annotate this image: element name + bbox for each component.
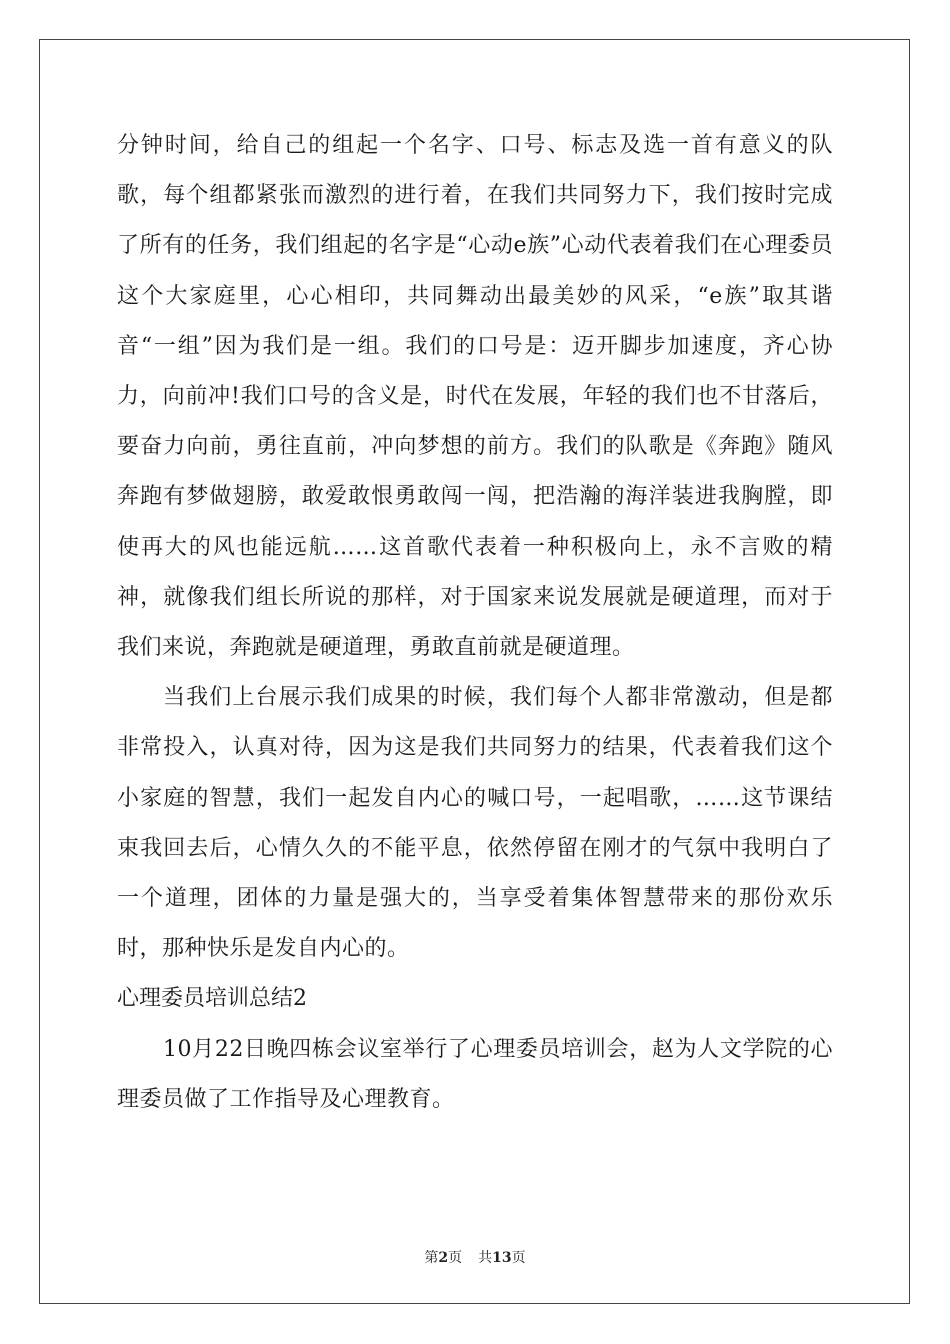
page-footer — [0, 1247, 950, 1267]
total-prefix: 共 — [478, 1250, 493, 1266]
body-paragraph-1: 分钟时间，给自己的组起一个名字、口号、标志及选一首有意义的队歌，每个组都紧张而激烈的进行着，在我们共同努力下，我们按时完成了所有的任务，我们组起的名字是“心动e族”心动代表着我们在心理委员这个大家庭里，心心相印，共同舞动出最美妙的风采，“e族”取其谐音“一组”因为我们是一组。我们的口号是：迈开脚步加速度，齐心协力，向前冲!我们口号的含义是，时代在发展，年轻的我们也不甘落后，要奋力向前，勇往直前，冲向梦想的前方。我们的队歌是《奔跑》随风奔跑有梦做翅膀，敢爱敢恨勇敢闯一闯，把浩瀚的海洋装进我胸膛，即使再大的风也能远航……这首歌代表着一种积极向上，永不言败的精神，就像我们组长所说的那样，对于国家来说发展就是硬道理，而对于我们来说，奔跑就是硬道理，勇敢直前就是硬道理。 — [117, 133, 833, 661]
section-title: 心理委员培训总结2 — [117, 986, 307, 1012]
page-suffix: 页 — [448, 1250, 463, 1266]
body-paragraph-2: 当我们上台展示我们成果的时候，我们每个人都非常激动，但是都非常投入，认真对待，因为这是我们共同努力的结果，代表着我们这个小家庭的智慧，我们一起发自内心的喊口号，一起唱歌，……这节课结束我回去后，心情久久的不能平息，依然停留在刚才的气氛中我明白了一个道理，团体的力量是强大的，当享受着集体智慧带来的那份欢乐时，那种快乐是发自内心的。 — [117, 685, 833, 962]
page-number: 2 — [438, 1250, 449, 1266]
total-suffix: 页 — [511, 1250, 526, 1266]
total-pages: 13 — [492, 1250, 512, 1266]
document-body — [117, 121, 833, 1125]
section-paragraph: 10月22日晚四栋会议室举行了心理委员培训会，赵为人文学院的心理委员做了工作指导及心理教育。 — [117, 1036, 833, 1112]
page-prefix: 第 — [424, 1250, 439, 1266]
